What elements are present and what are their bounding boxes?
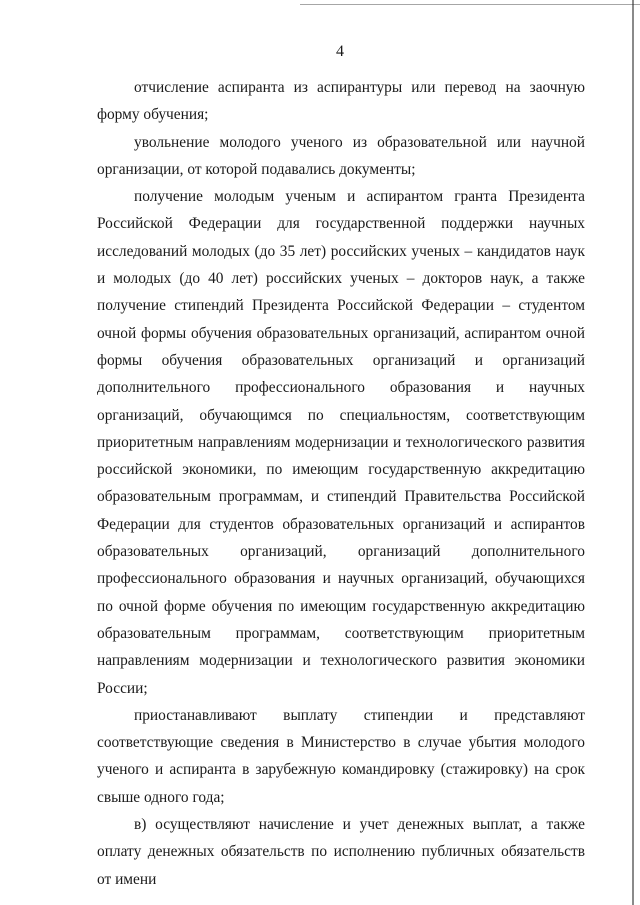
document-body <box>97 74 585 893</box>
paragraph-grant-receipt: получение молодым ученым и аспирантом гранта Президента Российской Федерации для государственной поддержки научных исследований молодых (до 35 лет) российских ученых – кандидатов наук и молодых (до 40 лет) российских ученых – докторов наук, а также получение стипендий Президента Российской Федерации – студентом очной формы обучения образовательных организаций, аспирантом очной формы обучения образовательных организаций и организаций дополнительного профессионального образования и научных организаций, обучающимся по специальностям, соответствующим приоритетным направлениям модернизации и технологического развития российской экономики, по имеющим государственную аккредитацию образовательным программам, и стипендий Правительства Российской Федерации для студентов образовательных организаций и аспирантов образовательных организаций, организаций дополнительного профессионального образования и научных организаций, обучающихся по очной форме обучения по имеющим государственную аккредитацию образовательным программам, соответствующим приоритетным направлениям модернизации и технологического развития экономики России; <box>97 188 585 697</box>
paragraph-accrual: в) осуществляют начисление и учет денежных выплат, а также оплату денежных обязательств по исполнению публичных обязательств от имени <box>97 816 585 888</box>
scan-edge-top <box>300 4 640 5</box>
paragraph-expulsion: отчисление аспиранта из аспирантуры или перевод на заочную форму обучения; <box>97 79 585 124</box>
paragraph-dismissal: увольнение молодого ученого из образовательной или научной организации, от которой подавались документы; <box>97 133 585 178</box>
page-number: 4 <box>336 43 344 60</box>
paragraph-suspend-payment: приостанавливают выплату стипендии и представляют соответствующие сведения в Министерство в случае убытия молодого ученого и аспиранта в зарубежную командировку (стажировку) на срок свыше одного года; <box>97 706 585 806</box>
scan-edge-right <box>632 0 634 905</box>
